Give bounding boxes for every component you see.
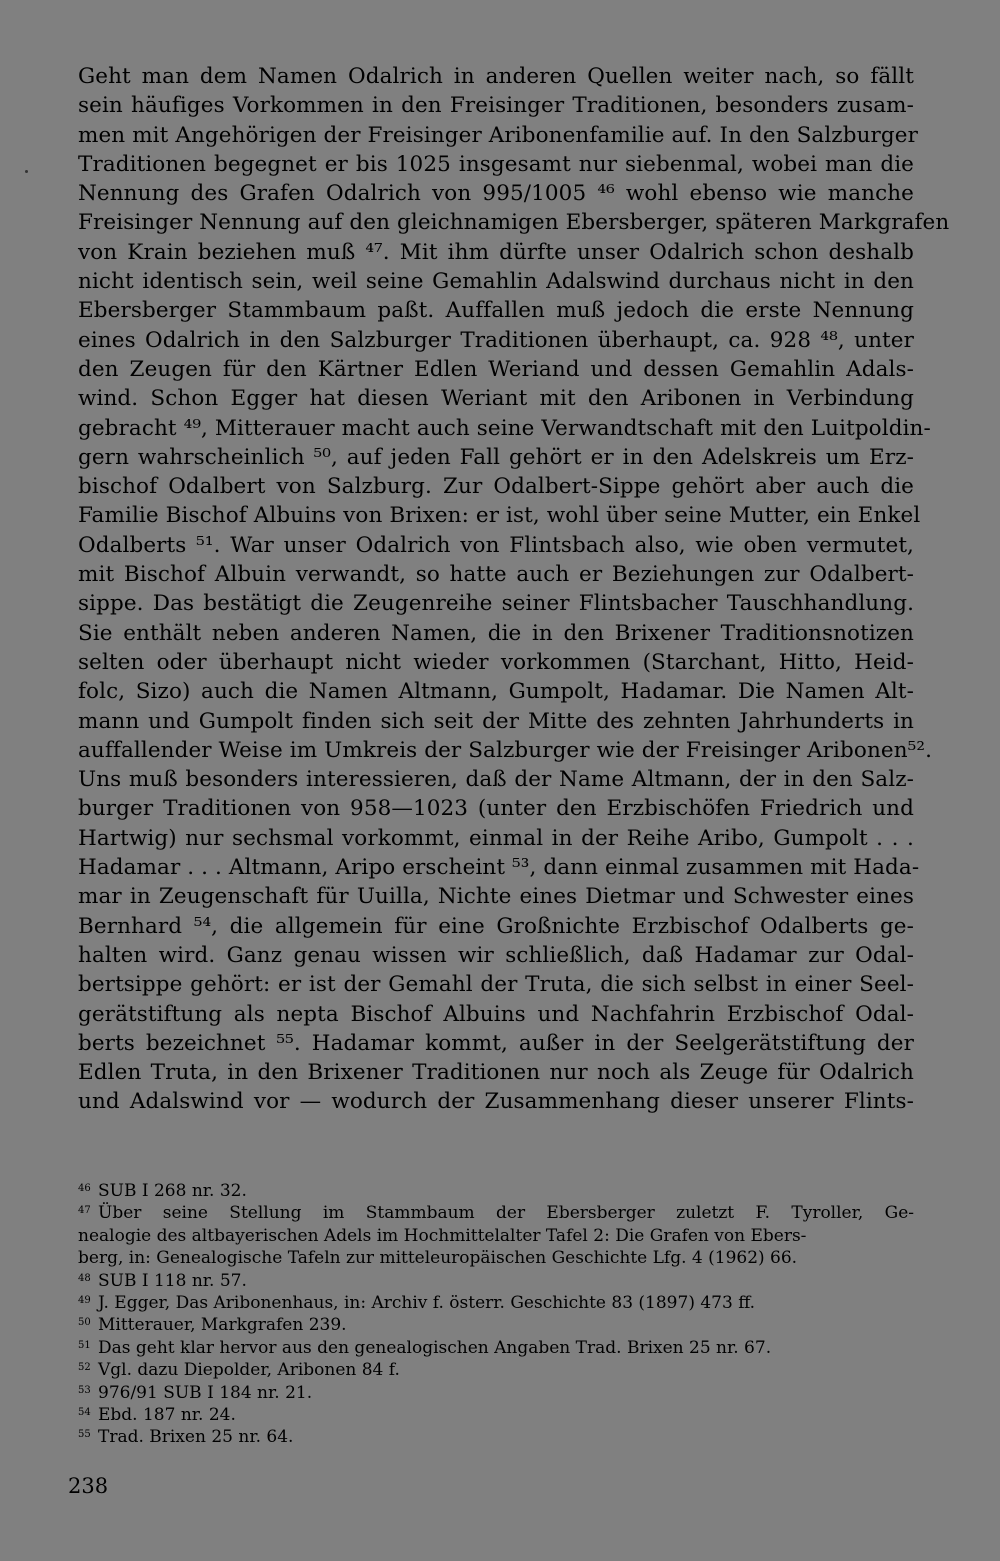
text-line: gern wahrscheinlich ⁵⁰, auf jeden Fall gehört er in den Adelskreis um Erz-	[78, 444, 914, 470]
text-line: gerätstiftung als nepta Bischof Albuins und Nachfahrin Erzbischof Odal-	[78, 1001, 914, 1027]
text-line: wind. Schon Egger hat diesen Weriant mit den Aribonen in Verbindung	[78, 386, 914, 412]
text-line: Hartwig) nur sechsmal vorkommt, einmal in der Reihe Aribo, Gumpolt . . .	[78, 825, 914, 851]
scan-speck	[25, 170, 28, 173]
page-number: 238	[68, 1474, 109, 1498]
footnote-text: berg, in: Genealogische Tafeln zur mitteleuropäischen Geschichte Lfg. 4 (1962) 66.	[78, 1248, 798, 1269]
footnote-52: 52 Vgl. dazu Diepolder, Aribonen 84 f.	[78, 1360, 400, 1381]
footnote-49: 49 J. Egger, Das Aribonenhaus, in: Archiv f. österr. Geschichte 83 (1897) 473 ff.	[78, 1292, 756, 1313]
main-text	[78, 62, 950, 1117]
text-line: mit Bischof Albuin verwandt, so hatte auch er Beziehungen zur Odalbert-	[78, 562, 914, 588]
footnote-50: 50 Mitterauer, Markgrafen 239.	[78, 1315, 347, 1336]
footnote-46: 46 SUB I 268 nr. 32.	[78, 1181, 247, 1201]
footnote-text: Trad. Brixen 25 nr. 64.	[98, 1427, 294, 1448]
text-line: burger Traditionen von 958—1023 (unter den Erzbischöfen Friedrich und	[78, 796, 914, 822]
text-line: nicht identisch sein, weil seine Gemahlin Adalswind durchaus nicht in den	[78, 269, 914, 295]
text-line: sein häufiges Vorkommen in den Freisinger Traditionen, besonders zusam-	[78, 93, 914, 119]
text-line: sippe. Das bestätigt die Zeugenreihe seiner Flintsbacher Tauschhandlung.	[78, 591, 914, 617]
text-line: auffallender Weise im Umkreis der Salzburger wie der Freisinger Aribonen⁵².	[78, 737, 933, 763]
text-line: berts bezeichnet ⁵⁵. Hadamar kommt, außer in der Seelgerätstiftung der	[78, 1030, 914, 1056]
footnote-text: Das geht klar hervor aus den genealogischen Angaben Trad. Brixen 25 nr. 67.	[98, 1337, 772, 1358]
footnote-text: nealogie des altbayerischen Adels im Hochmittelalter Tafel 2: Die Grafen von Ebers-	[78, 1225, 807, 1246]
text-line: bertsippe gehört: er ist der Gemahl der Truta, die sich selbst in einer Seel-	[78, 972, 914, 998]
footnote-text: 976/91 SUB I 184 nr. 21.	[98, 1382, 313, 1403]
footnotes	[78, 1180, 914, 1449]
footnote-54: 54 Ebd. 187 nr. 24.	[78, 1404, 236, 1425]
text-line: Sie enthält neben anderen Namen, die in den Brixener Traditionsnotizen	[78, 620, 914, 646]
footnote-text: SUB I 268 nr. 32.	[98, 1181, 247, 1201]
footnote-text: Über seine Stellung im Stammbaum der Ebersberger zuletzt F. Tyroller, Ge-	[98, 1203, 914, 1224]
footnote-47-cont	[78, 1225, 914, 1247]
footnote-text: Vgl. dazu Diepolder, Aribonen 84 f.	[98, 1360, 400, 1381]
footnote-51: 51 Das geht klar hervor aus den genealogischen Angaben Trad. Brixen 25 nr. 67.	[78, 1337, 772, 1358]
text-line: Bernhard ⁵⁴, die allgemein für eine Großnichte Erzbischof Odalberts ge-	[78, 913, 914, 939]
footnote-text: Ebd. 187 nr. 24.	[98, 1404, 236, 1425]
text-line: selten oder überhaupt nicht wieder vorkommen (Starchant, Hitto, Heid-	[78, 649, 914, 675]
footnote-text: SUB I 118 nr. 57.	[98, 1270, 247, 1291]
footnote-53: 53 976/91 SUB I 184 nr. 21.	[78, 1382, 313, 1403]
text-line: mann und Gumpolt finden sich seit der Mitte des zehnten Jahrhunderts in	[78, 708, 914, 734]
footnote-text: Mitterauer, Markgrafen 239.	[98, 1315, 347, 1336]
text-line: men mit Angehörigen der Freisinger Aribonenfamilie auf. In den Salzburger	[78, 122, 918, 148]
text-line: bischof Odalbert von Salzburg. Zur Odalbert-Sippe gehört aber auch die	[78, 474, 914, 500]
text-line: Nennung des Grafen Odalrich von 995/1005 ⁴⁶ wohl ebenso wie manche	[78, 181, 914, 207]
text-line: Geht man dem Namen Odalrich in anderen Quellen weiter nach, so fällt	[78, 64, 914, 89]
text-line: halten wird. Ganz genau wissen wir schließlich, daß Hadamar zur Odal-	[78, 942, 914, 968]
text-line: und Adalswind vor — wodurch der Zusammenhang dieser unserer Flints-	[78, 1089, 914, 1115]
text-line: eines Odalrich in den Salzburger Traditionen überhaupt, ca. 928 ⁴⁸, unter	[78, 327, 914, 353]
text-line: mar in Zeugenschaft für Uuilla, Nichte eines Dietmar und Schwester eines	[78, 884, 914, 910]
footnote-text: J. Egger, Das Aribonenhaus, in: Archiv f. österr. Geschichte 83 (1897) 473 ff.	[98, 1292, 756, 1313]
text-line: von Krain beziehen muß ⁴⁷. Mit ihm dürfte unser Odalrich schon deshalb	[78, 239, 914, 265]
footnote-47: 47 Über seine Stellung im Stammbaum der Ebersberger zuletzt F. Tyroller, Ge-	[78, 1203, 914, 1224]
text-line: Freisinger Nennung auf den gleichnamigen Ebersberger, späteren Markgrafen	[78, 210, 950, 236]
text-line: Odalberts ⁵¹. War unser Odalrich von Flintsbach also, wie oben vermutet,	[78, 532, 914, 558]
text-line: Traditionen begegnet er bis 1025 insgesamt nur siebenmal, wobei man die	[78, 151, 914, 177]
footnote-55: 55 Trad. Brixen 25 nr. 64.	[78, 1427, 294, 1448]
text-line: gebracht ⁴⁹, Mitterauer macht auch seine Verwandtschaft mit den Luitpoldin-	[78, 415, 931, 441]
text-line: Edlen Truta, in den Brixener Traditionen nur noch als Zeuge für Odalrich	[78, 1060, 914, 1086]
footnote-47-cont	[78, 1247, 914, 1269]
text-line: Uns muß besonders interessieren, daß der Name Altmann, der in den Salz-	[78, 767, 914, 793]
text-line: folc, Sizo) auch die Namen Altmann, Gumpolt, Hadamar. Die Namen Alt-	[78, 679, 914, 705]
text-line: Ebersberger Stammbaum paßt. Auffallen muß jedoch die erste Nennung	[78, 298, 914, 324]
text-line: den Zeugen für den Kärtner Edlen Weriand und dessen Gemahlin Adals-	[78, 356, 914, 382]
footnote-48: 48 SUB I 118 nr. 57.	[78, 1270, 247, 1291]
text-line: Hadamar . . . Altmann, Aripo erscheint ⁵³, dann einmal zusammen mit Hada-	[78, 855, 920, 881]
text-line: Familie Bischof Albuins von Brixen: er ist, wohl über seine Mutter, ein Enkel	[78, 503, 921, 529]
